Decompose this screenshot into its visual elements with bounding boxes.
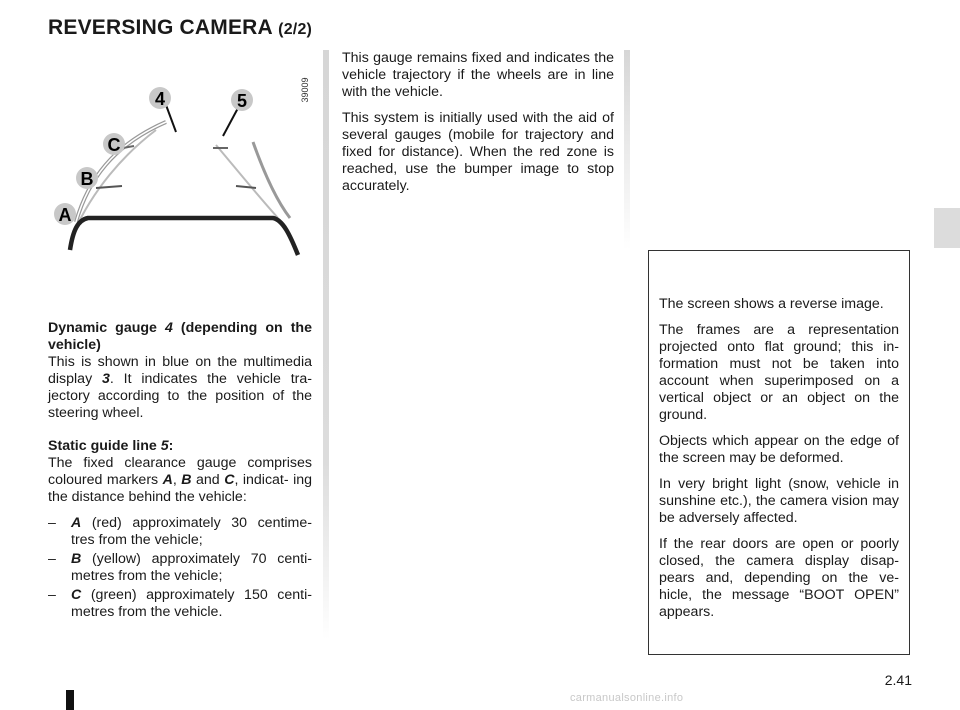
callout-a — [54, 203, 76, 225]
marker-ref: B — [71, 551, 82, 567]
callout-5-label: 5 — [236, 91, 248, 111]
diagram-ref-code: 39009 — [300, 77, 310, 103]
section-marker — [66, 690, 74, 710]
callout-4 — [149, 87, 171, 109]
heading-text: Static guide line — [48, 438, 161, 454]
callout-4-label: 4 — [154, 89, 166, 109]
middle-column — [342, 50, 614, 204]
paragraph: This gauge remains fixed and indicates the vehicle trajectory if the wheels are in line with the vehicle. — [342, 50, 614, 100]
page-title — [48, 16, 312, 40]
marker-a-arc — [70, 218, 298, 255]
watermark: carmanualsonline.info — [570, 692, 684, 704]
notice-text — [659, 296, 899, 621]
heading-ref: 5 — [160, 438, 169, 454]
callout-a-label: A — [58, 205, 72, 225]
body-text: This is shown in blue on the multimedia display — [48, 354, 312, 387]
left-column — [48, 320, 312, 637]
callout-c-label: C — [107, 135, 121, 155]
static-guide-section — [48, 438, 312, 621]
dynamic-gauge-section — [48, 320, 312, 422]
marker-ref: C — [71, 587, 82, 603]
heading-text: : — [168, 438, 174, 454]
static-guide-text — [48, 455, 312, 506]
camera-guide-diagram — [48, 50, 318, 310]
callout-c — [103, 133, 125, 155]
column-divider-right — [624, 50, 630, 250]
column-divider — [323, 50, 329, 640]
static-guide-heading — [48, 438, 312, 455]
section-tab — [934, 208, 960, 248]
body-ref: 3 — [102, 371, 110, 387]
list-item — [48, 551, 312, 585]
body-text: , — [172, 472, 182, 488]
paragraph: If the rear doors are open or poorly closed, the camera display disap- pears and, depending on the ve- hicle, the message “BOOT OPEN” appears. — [659, 536, 899, 620]
dynamic-gauge-text — [48, 354, 312, 422]
paragraph: This system is initially used with the aid of several gauges (mobile for trajectory and fixed for distance). When the red zone is reached, use the bumper image to stop accurately. — [342, 110, 614, 194]
paragraph: The frames are a representation projected onto flat ground; this in- formation must not be taken into account when superimposed on a vertical object or an object on the ground. — [659, 322, 899, 423]
notice-box — [648, 250, 910, 655]
body-text: . It indicates the vehicle tra- jectory according to the position of the steering wheel. — [48, 371, 313, 421]
paragraph: In very bright light (snow, vehicle in sunshine etc.), the camera vision may be adversely affected. — [659, 476, 899, 526]
list-dash: – — [48, 587, 56, 603]
list-item — [48, 515, 312, 549]
marker-ref: C — [224, 472, 235, 488]
callout-b — [76, 167, 98, 189]
callout-5 — [231, 89, 253, 111]
marker-ref: A — [71, 515, 82, 531]
marker-ref: A — [162, 472, 173, 488]
list-text: (green) approximately 150 centi- metres from the vehicle. — [71, 587, 312, 620]
callout-b-label: B — [80, 169, 94, 189]
heading-ref: 4 — [164, 320, 173, 336]
page-number: 2.41 — [884, 672, 912, 688]
body-text: The fixed clearance gauge comprises coloured markers — [48, 455, 312, 488]
list-text: (yellow) approximately 70 centi- metres from the vehicle; — [71, 551, 312, 584]
pointer-4 — [166, 105, 176, 132]
pointer-5 — [223, 108, 238, 136]
dynamic-gauge-heading — [48, 320, 312, 354]
paragraph: Objects which appear on the edge of the screen may be deformed. — [659, 433, 899, 466]
title-text: REVERSING CAMERA — [48, 16, 273, 39]
paragraph: The screen shows a reverse image. — [659, 296, 884, 312]
right-static-line — [253, 142, 290, 218]
body-text: and — [191, 472, 225, 488]
list-dash: – — [48, 551, 56, 567]
list-item — [48, 587, 312, 621]
title-part: (2/2) — [278, 21, 313, 38]
list-text: (red) approximately 30 centime- tres from the vehicle; — [71, 515, 312, 548]
heading-text: (depending on the vehicle) — [48, 320, 312, 353]
marker-ref: B — [181, 472, 192, 488]
marker-b-right — [236, 186, 256, 188]
heading-text: Dynamic gauge — [48, 320, 165, 336]
body-text: , indicat- ing the distance behind the vehicle: — [48, 472, 313, 505]
list-dash: – — [48, 515, 56, 531]
